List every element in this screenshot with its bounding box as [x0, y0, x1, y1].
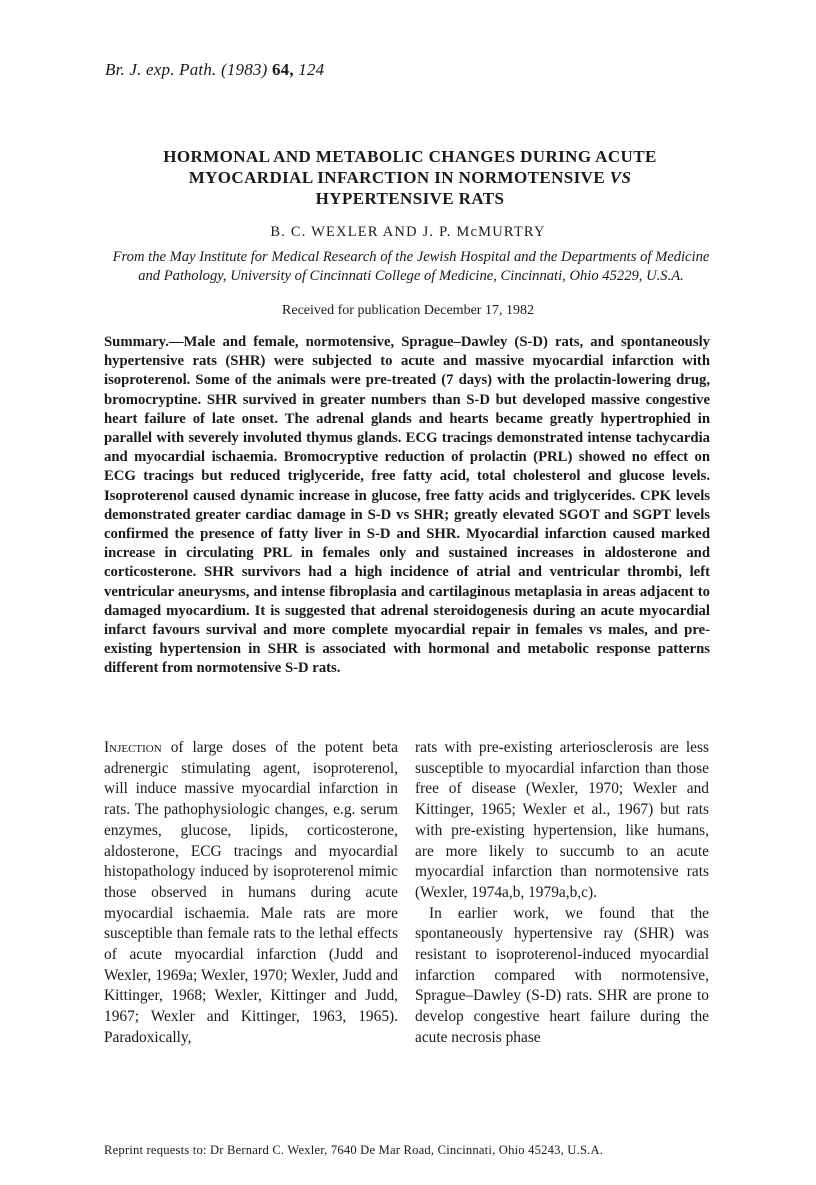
summary-abstract: Summary.—Male and female, normotensive, Sprague–Dawley (S-D) rats, and spontaneously hypertensive rats (SHR) were subjected to acute and massive myocardial infarction with isoproterenol. Some of the animals were pre-treated (7 days) with the prolactin-lowering drug, bromocryptine. SHR survived in greater numbers than S-D but developed massive congestive heart failure of late onset. The adrenal glands and hearts became greatly hypertrophied in parallel with severely involuted thymus glands. ECG tracings demonstrated intense tachycardia and myocardial ischaemia. Bromocryptive reduction of prolactin (PRL) showed no effect on ECG tracings but reduced triglyceride, free fatty acid, total cholesterol and glucose levels. Isoproterenol caused dynamic increase in glucose, free fatty acids and triglycerides. CPK levels demonstrated greater cardiac damage in S-D vs SHR; greatly elevated SGOT and SGPT levels confirmed the presence of fatty liver in S-D and SHR. Myocardial infarction caused marked increase in circulating PRL in females only and sustained increases in aldosterone and corticosterone. SHR survivors had a high incidence of atrial and ventricular thrombi, left ventricular aneurysms, and intense fibroplasia and cartilaginous metaplasia in areas adjacent to damaged myocardium. It is suggested that adrenal steroidogenesis during an acute myocardial infarct favours survival and more complete myocardial repair in females vs males, and pre-existing hypertension in SHR is associated with hormonal and metabolic response patterns different from normotensive S-D rats. — [104, 334, 710, 677]
received-date: Received for publication December 17, 1982 — [282, 303, 534, 318]
journal-year: (1983) — [220, 60, 268, 79]
title-line-2: MYOCARDIAL INFARCTION IN NORMOTENSIVE VS — [188, 168, 632, 187]
body-column-left — [104, 738, 398, 1049]
title-line-3: HYPERTENSIVE RATS — [315, 189, 505, 208]
journal-volume: 64, — [271, 60, 294, 79]
affiliation: From the May Institute for Medical Research of the Jewish Hospital and the Departments of Medicine and Pathology, University of Cincinnati College of Medicine, Cincinnati, Ohio 45229, U.S.A. — [112, 249, 710, 284]
intro-paragraph: Injection of large doses of the potent beta adrenergic stimulating agent, isoproterenol, will induce massive myocardial infarction in rats. The pathophysiologic changes, e.g. serum enzymes, glucose, lipids, corticosterone, aldosterone, ECG tracings and myocardial histopathology induced by isoproterenol mimic those observed in humans during acute myocardial ischaemia. Male rats are more susceptible than female rats to the lethal effects of acute myocardial infarction (Judd and Wexler, 1969a; Wexler, 1970; Wexler, Judd and Kittinger, 1968; Wexler, Kittinger and Judd, 1967; Wexler and Kittinger, 1963, 1965). Paradoxically, — [104, 739, 398, 1046]
paragraph-continued: rats with pre-existing arteriosclerosis are less susceptible to myocardial infarction than those free of disease (Wexler, 1970; Wexler and Kittinger, 1965; Wexler et al., 1967) but rats with pre-existing hypertension, like humans, are more likely to succumb to an acute myocardial infarction than normotensive rats (Wexler, 1974a,b, 1979a,b,c). — [415, 739, 709, 901]
journal-page: 124 — [298, 60, 325, 79]
paragraph-earlier-work: In earlier work, we found that the spontaneously hypertensive ray (SHR) was resistant to isoproterenol-induced myocardial infarction compared with normotensive, Sprague–Dawley (S-D) rats. SHR are prone to develop congestive heart failure during the acute necrosis phase — [415, 904, 709, 1046]
journal-name: Br. J. exp. Path. — [105, 60, 217, 79]
reprint-footnote: Reprint requests to: Dr Bernard C. Wexler, 7640 De Mar Road, Cincinnati, Ohio 45243, U.S.A. — [104, 1143, 604, 1157]
authors: B. C. WEXLER AND J. P. McMURTRY — [270, 224, 546, 240]
journal-citation — [105, 60, 324, 80]
article-title — [120, 146, 700, 209]
title-line-1: HORMONAL AND METABOLIC CHANGES DURING ACUTE — [163, 147, 657, 166]
drop-word: Injection — [104, 739, 162, 756]
body-column-right — [415, 738, 709, 1049]
